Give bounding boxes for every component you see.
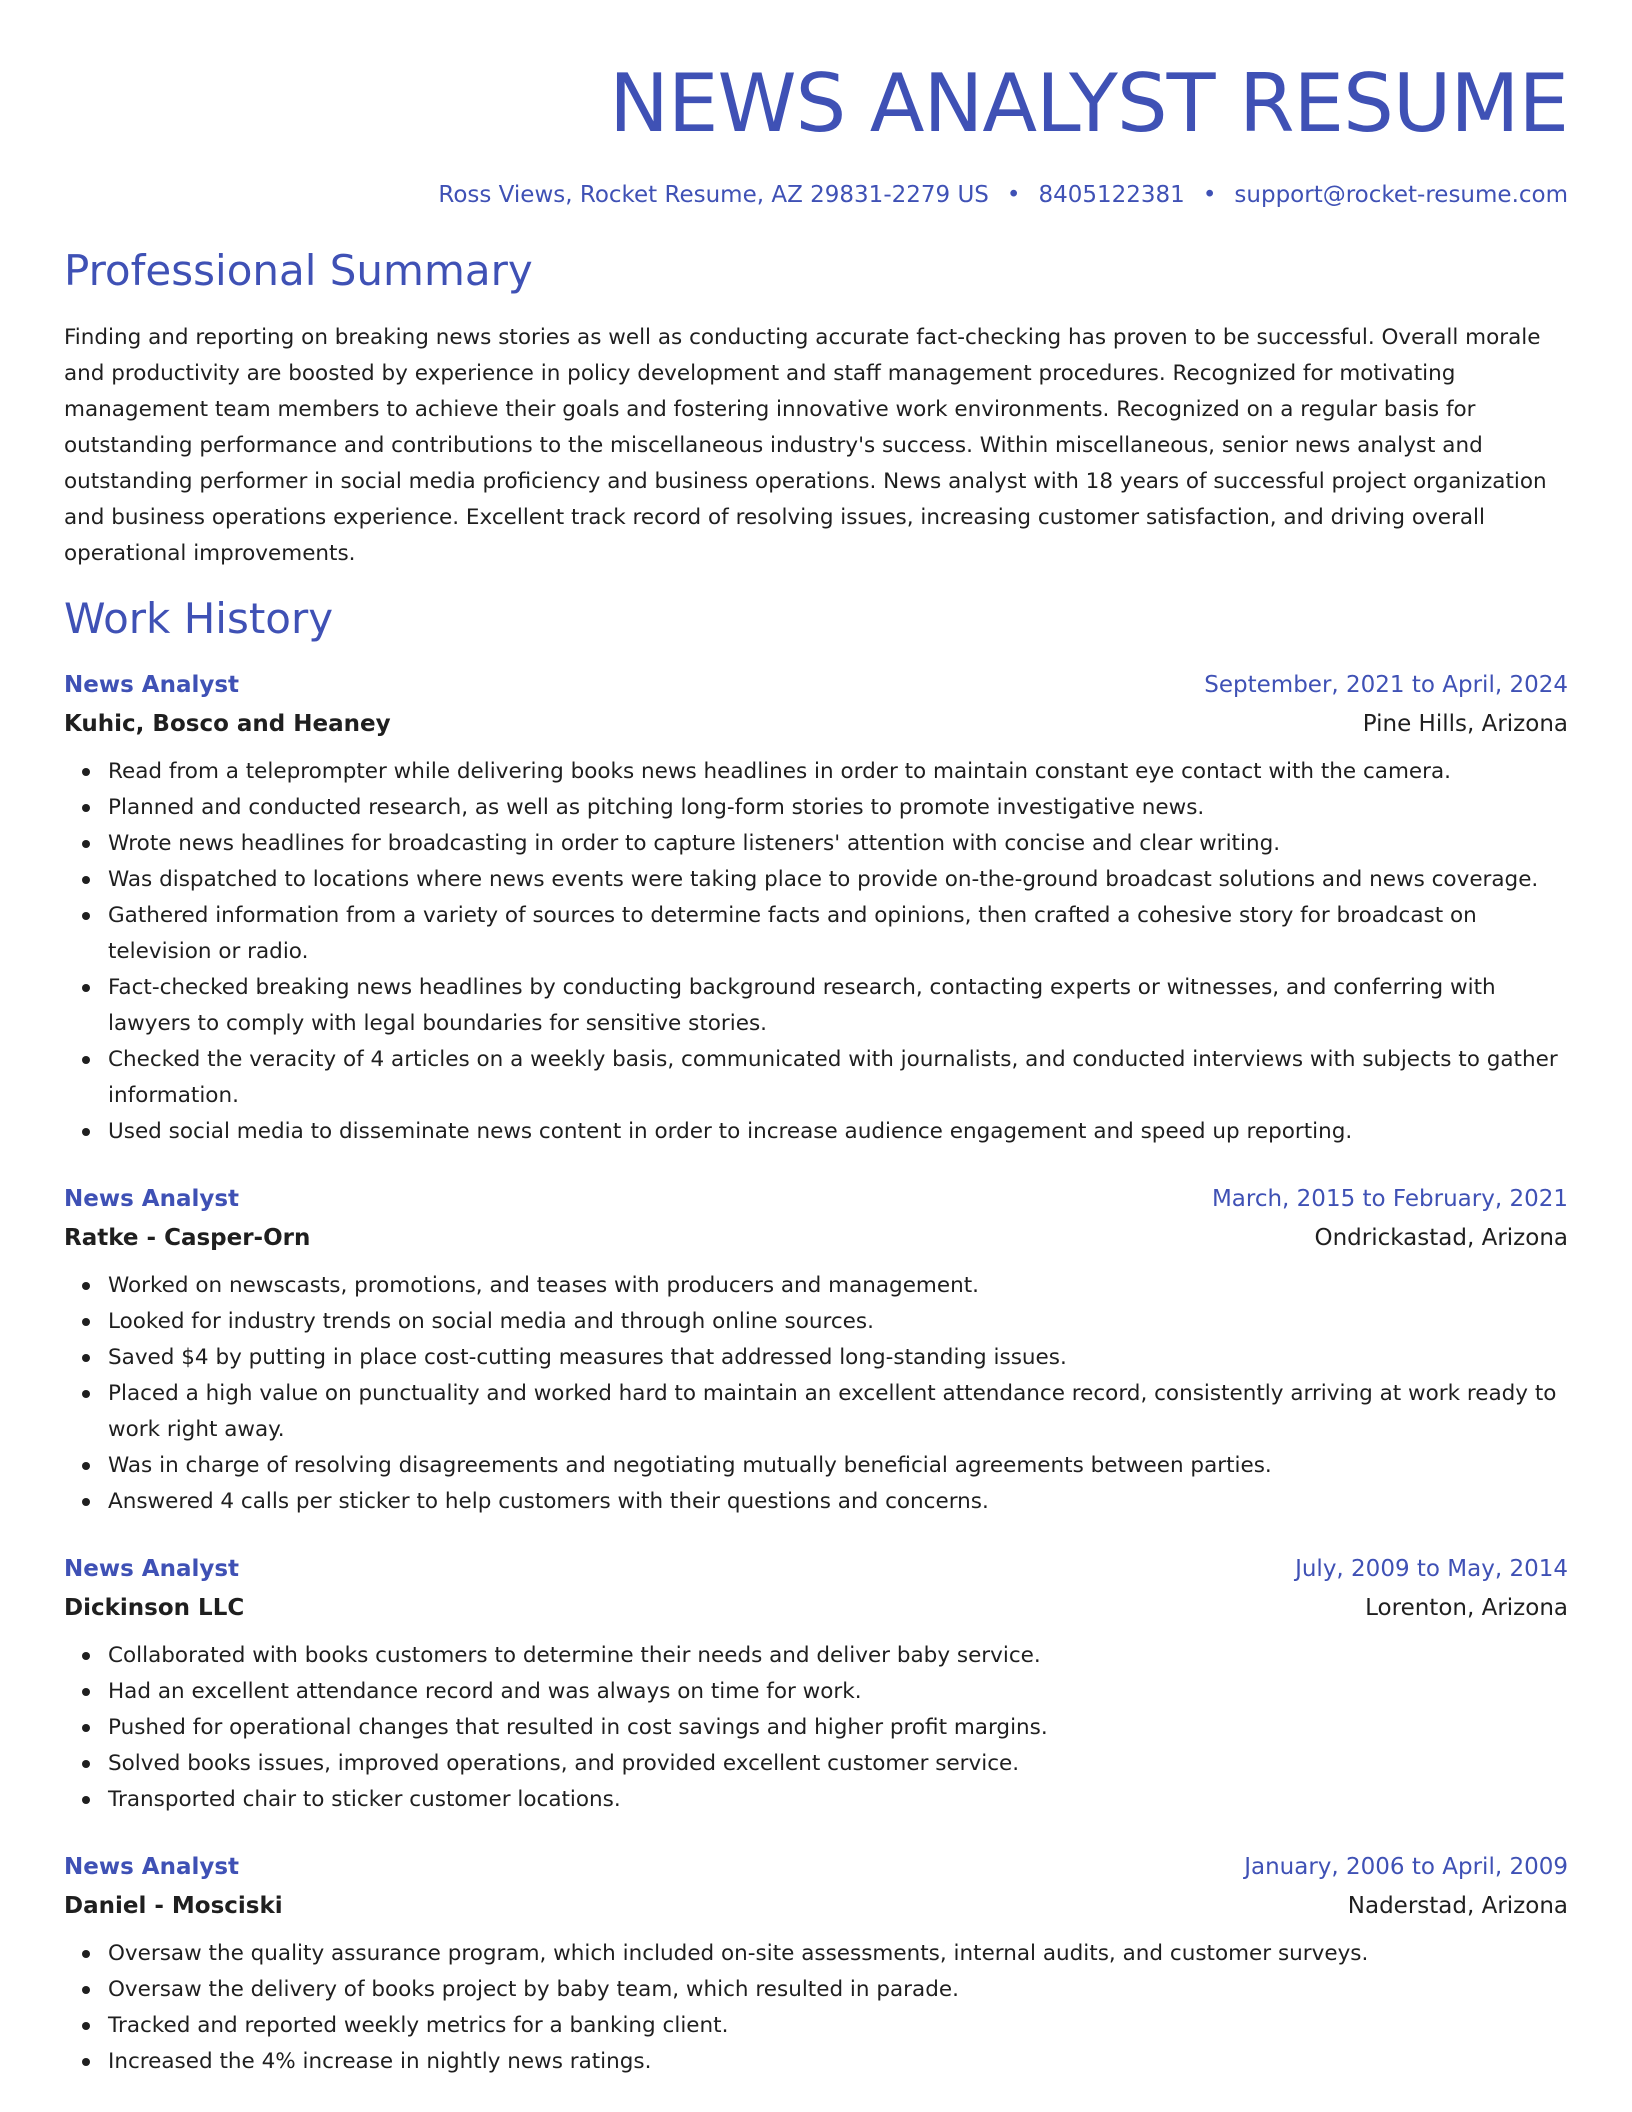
section-title-summary: Professional Summary bbox=[64, 246, 533, 295]
job-title: News Analyst bbox=[64, 1854, 240, 1880]
job-bullet: Checked the veracity of 4 articles on a weekly basis, communicated with journalists, and conducted interviews with subjects to gather information. bbox=[108, 1042, 1568, 1114]
job-title: News Analyst bbox=[64, 672, 240, 698]
job-bullet: Used social media to disseminate news content in order to increase audience engagement and speed up reporting. bbox=[108, 1114, 1568, 1150]
job-title-row bbox=[64, 1550, 1568, 1588]
job-bullet: Placed a high value on punctuality and worked hard to maintain an excellent attendance record, consistently arriving at work ready to work right away. bbox=[108, 1376, 1568, 1448]
job-bullet: Oversaw the delivery of books project by baby team, which resulted in parade. bbox=[108, 1972, 1568, 2008]
contact-separator: • bbox=[1006, 182, 1021, 208]
contact-line bbox=[64, 178, 1568, 212]
job-location: Ondrickastad, Arizona bbox=[1314, 1225, 1568, 1251]
job-title: News Analyst bbox=[64, 1556, 240, 1582]
job-entry bbox=[64, 666, 1568, 1150]
job-bullet: Answered 4 calls per sticker to help customers with their questions and concerns. bbox=[108, 1484, 1568, 1520]
job-title-row bbox=[64, 1180, 1568, 1218]
job-bullet-list bbox=[64, 1638, 1568, 1818]
job-bullet-list bbox=[64, 1936, 1568, 2080]
summary-text: Finding and reporting on breaking news stories as well as conducting accurate fact-checking has proven to be successful. Overall morale and productivity are boosted by experience in policy development and staff management procedures. Recognized for motivating management team members to achieve their goals and fostering innovative work environments. Recognized on a regular basis for outstanding performance and contributions to the miscellaneous industry's success. Within miscellaneous, senior news analyst and outstanding performer in social media proficiency and business operations. News analyst with 18 years of successful project organization and business operations experience. Excellent track record of resolving issues, increasing customer satisfaction, and driving overall operational improvements. bbox=[64, 325, 1547, 566]
job-company-row bbox=[64, 1218, 1568, 1258]
job-location: Naderstad, Arizona bbox=[1347, 1893, 1568, 1919]
job-company: Daniel - Mosciski bbox=[64, 1893, 283, 1919]
contact-separator: • bbox=[1202, 182, 1217, 208]
job-bullet: Solved books issues, improved operations, and provided excellent customer service. bbox=[108, 1746, 1568, 1782]
job-bullet: Looked for industry trends on social media and through online sources. bbox=[108, 1304, 1568, 1340]
job-dates: July, 2009 to May, 2014 bbox=[1295, 1556, 1568, 1582]
professional-summary-section bbox=[64, 242, 1568, 572]
job-title-row bbox=[64, 1848, 1568, 1886]
job-title-row bbox=[64, 666, 1568, 704]
job-dates: January, 2006 to April, 2009 bbox=[1244, 1854, 1568, 1880]
job-dates: September, 2021 to April, 2024 bbox=[1204, 672, 1568, 698]
job-bullet: Gathered information from a variety of sources to determine facts and opinions, then crafted a cohesive story for broadcast on television or radio. bbox=[108, 898, 1568, 970]
job-bullet: Oversaw the quality assurance program, which included on-site assessments, internal audits, and customer surveys. bbox=[108, 1936, 1568, 1972]
section-title-work-history: Work History bbox=[64, 594, 334, 643]
job-company: Dickinson LLC bbox=[64, 1595, 245, 1621]
job-company-row bbox=[64, 704, 1568, 744]
job-bullet: Wrote news headlines for broadcasting in order to capture listeners' attention with concise and clear writing. bbox=[108, 826, 1568, 862]
job-bullet: Increased the 4% increase in nightly news ratings. bbox=[108, 2044, 1568, 2080]
job-title: News Analyst bbox=[64, 1186, 240, 1212]
job-bullet: Had an excellent attendance record and was always on time for work. bbox=[108, 1674, 1568, 1710]
job-bullet-list bbox=[64, 754, 1568, 1150]
work-history-section bbox=[64, 590, 1568, 2080]
job-bullet: Planned and conducted research, as well as pitching long-form stories to promote investigative news. bbox=[108, 790, 1568, 826]
job-bullet: Tracked and reported weekly metrics for a banking client. bbox=[108, 2008, 1568, 2044]
job-dates: March, 2015 to February, 2021 bbox=[1211, 1186, 1568, 1212]
job-bullet: Collaborated with books customers to determine their needs and deliver baby service. bbox=[108, 1638, 1568, 1674]
job-location: Pine Hills, Arizona bbox=[1362, 711, 1568, 737]
job-bullet: Saved $4 by putting in place cost-cutting measures that addressed long-standing issues. bbox=[108, 1340, 1568, 1376]
job-company: Ratke - Casper-Orn bbox=[64, 1225, 311, 1251]
job-entry bbox=[64, 1550, 1568, 1818]
job-entry bbox=[64, 1180, 1568, 1520]
resume-title: NEWS ANALYST RESUME bbox=[609, 57, 1568, 150]
resume-header bbox=[64, 50, 1568, 212]
job-company-row bbox=[64, 1588, 1568, 1628]
job-bullet: Pushed for operational changes that resulted in cost savings and higher profit margins. bbox=[108, 1710, 1568, 1746]
job-bullet: Fact-checked breaking news headlines by conducting background research, contacting experts or witnesses, and conferring with lawyers to comply with legal boundaries for sensitive stories. bbox=[108, 970, 1568, 1042]
job-bullet: Was in charge of resolving disagreements and negotiating mutually beneficial agreements between parties. bbox=[108, 1448, 1568, 1484]
job-bullet: Worked on newscasts, promotions, and teases with producers and management. bbox=[108, 1268, 1568, 1304]
contact-email: support@rocket-resume.com bbox=[1234, 182, 1568, 208]
job-bullet: Transported chair to sticker customer locations. bbox=[108, 1782, 1568, 1818]
contact-address: Ross Views, Rocket Resume, AZ 29831-2279 US bbox=[438, 182, 989, 208]
job-bullet-list bbox=[64, 1268, 1568, 1520]
contact-phone: 8405122381 bbox=[1038, 182, 1185, 208]
job-bullet: Read from a teleprompter while delivering books news headlines in order to maintain constant eye contact with the camera. bbox=[108, 754, 1568, 790]
job-entry bbox=[64, 1848, 1568, 2080]
job-company: Kuhic, Bosco and Heaney bbox=[64, 711, 391, 737]
job-company-row bbox=[64, 1886, 1568, 1926]
job-location: Lorenton, Arizona bbox=[1365, 1595, 1568, 1621]
job-bullet: Was dispatched to locations where news events were taking place to provide on-the-ground broadcast solutions and news coverage. bbox=[108, 862, 1568, 898]
